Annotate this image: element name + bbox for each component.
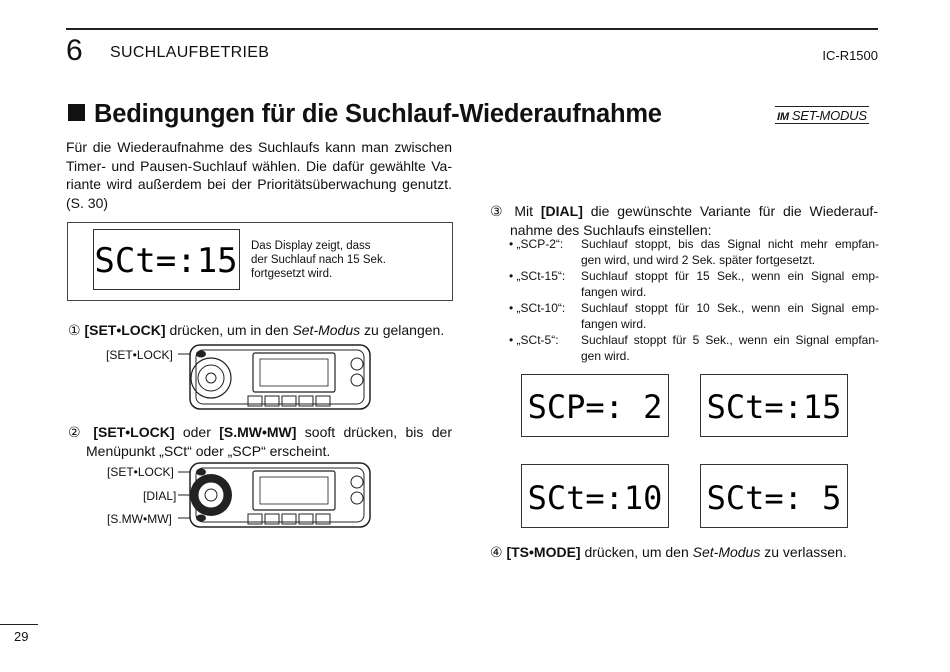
radio-illustration-1 (176, 342, 372, 414)
lcd-text: SCt=:15 (94, 241, 238, 281)
lcd-sct-5 (700, 464, 848, 528)
list-item: • „SCt-5“: Suchlauf stoppt für 5 Sek., wenn ein Signal empfan- gen wird. (509, 333, 879, 363)
list-item: • „SCt-15“: Suchlauf stoppt für 15 Sek., wenn ein Signal emp- fangen wird. (509, 269, 879, 299)
label-dial: [DIAL] (143, 489, 177, 503)
radio-illustration-2 (176, 460, 372, 532)
im-prefix: IM (777, 111, 789, 123)
section-title: Bedingungen für die Suchlauf-Wiederaufnahme (68, 100, 662, 129)
model-name: IC-R1500 (822, 48, 878, 63)
step-1: ① [SET•LOCK] drücken, um in den Set-Modus zu gelangen. (68, 322, 445, 339)
step-4: ④ [TS•MODE] drücken, um den Set-Modus zu verlassen. (490, 544, 847, 561)
square-bullet-icon (68, 104, 85, 121)
list-item: • „SCt-10“: Suchlauf stoppt für 10 Sek., wenn ein Signal emp- fangen wird. (509, 301, 879, 331)
lcd-scp-2 (521, 374, 669, 437)
step-2: ② [SET•LOCK] oder [S.MW•MW] sooft drücken, bis der Menüpunkt „SCt“ oder „SCP“ erscheint. (68, 424, 452, 459)
lcd-text: SCP=: 2 (527, 388, 663, 426)
page-number: 29 (14, 629, 29, 644)
lcd-text: SCt=:15 (706, 388, 842, 426)
intro-paragraph: Für die Wiederaufnahme des Suchlaufs kann man zwischen Timer- und Pausen-Suchlauf wählen. Die dafür gewählte Va- riante wird außerdem bei der Prioritätsüberwachung genutzt. (S. 30) (66, 139, 452, 211)
lcd-text: SCt=:10 (527, 479, 663, 517)
chapter-title: SUCHLAUFBETRIEB (110, 44, 270, 61)
info-text: Das Display zeigt, dass der Suchlauf nach 15 Sek. fortgesetzt wird. (251, 240, 386, 280)
lcd-sct-10 (521, 464, 669, 528)
header-rule (66, 28, 878, 30)
lcd-display (93, 229, 240, 290)
step-3: ③ Mit [DIAL] die gewünschte Variante für die Wiederauf- nahme des Suchlaufs einstellen: (490, 203, 878, 238)
label-setlock-1: [SET•LOCK] (106, 348, 173, 362)
options-list (509, 236, 879, 364)
label-setlock-2: [SET•LOCK] (107, 465, 174, 479)
chapter-number: 6 (66, 34, 83, 67)
lcd-segment-text (94, 230, 239, 289)
list-item: • „SCP-2“: Suchlauf stoppt, bis das Signal nicht mehr empfan- gen wird, und wird 2 Sek. später fortgesetzt. (509, 237, 879, 267)
set-mode-badge: IM SET-MODUS (777, 108, 867, 123)
lcd-text: SCt=: 5 (706, 479, 842, 517)
label-smw: [S.MW•MW] (107, 512, 172, 526)
footer-rule (0, 624, 38, 625)
lcd-sct-15 (700, 374, 848, 437)
